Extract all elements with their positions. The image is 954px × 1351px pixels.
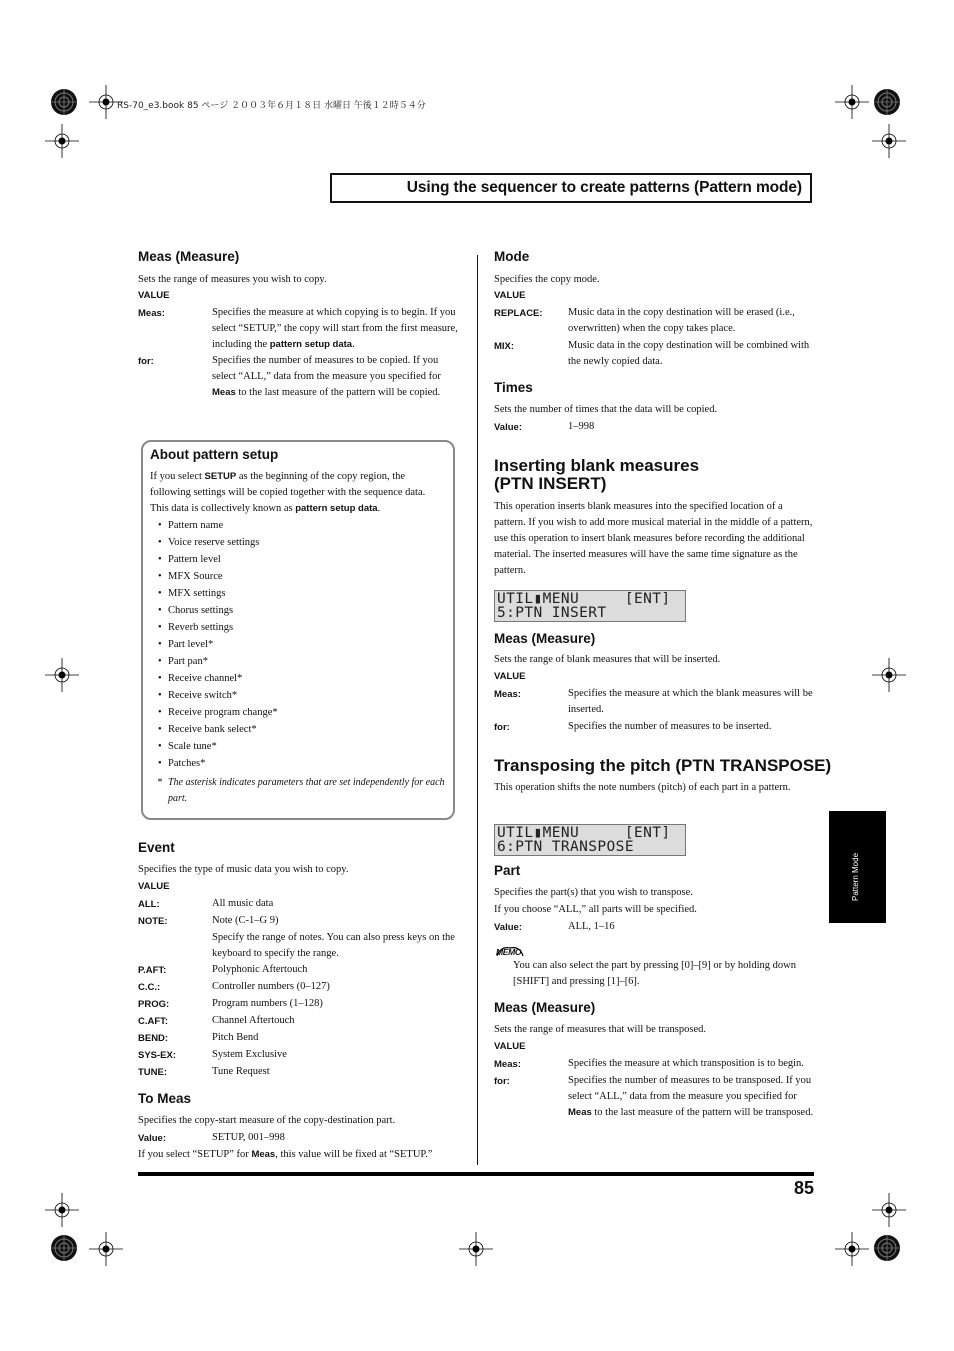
event-definition: All music data [212,898,274,909]
footer-rule [138,1172,814,1176]
column-divider [477,255,478,1165]
event-definition: Note (C-1–G 9) [212,915,279,926]
event-definition: Pitch Bend [212,1032,259,1043]
meas-term: Meas: [138,308,165,319]
value-term: Value: [494,922,522,933]
for-term: for: [138,356,154,367]
event-term: TUNE: [138,1067,168,1078]
registration-mark-icon [835,1232,869,1266]
part-description: Specifies the part(s) that you wish to transpose. [494,887,693,898]
memo-icon: MEMO [496,947,522,957]
list-item: • Receive program change* [158,704,278,721]
page-number: 85 [793,1178,814,1198]
event-definition: System Exclusive [212,1049,287,1060]
side-tab-label: Pattern Mode [851,852,860,901]
registration-mark-icon [45,124,79,158]
insert-meas-description: Sets the range of blank measures that will be inserted. [494,654,721,665]
value-label: VALUE [138,881,170,892]
value-definition: ALL, 1–16 [568,921,615,932]
for-definition: Specifies the number of measures to be inserted. [568,721,772,732]
event-term: C.C.: [138,982,161,993]
meas-term: Meas: [494,689,521,700]
insert-meas-heading: Meas (Measure) [494,631,596,646]
section-header-title: Using the sequencer to create patterns (Pattern mode) [406,179,802,196]
about-pattern-setup-heading: About pattern setup [150,447,279,462]
memo-text: You can also select the part by pressing [0]–[9] or by holding down [SHIFT] and pressing [1]–[6]. [513,960,796,987]
for-definition: Specifies the number of measures to be copied. If you select “ALL,” data from the measure you specified for Meas to the last measure of the pattern will be copied. [212,355,441,398]
replace-definition: Music data in the copy destination will be erased (i.e., overwritten) when the copy takes place. [568,307,795,334]
list-item: • Receive channel* [158,670,278,687]
list-item: • Receive bank select* [158,721,278,738]
registration-mark-icon [89,85,123,119]
list-item: • Chorus settings [158,602,278,619]
event-definition: Channel Aftertouch [212,1015,295,1026]
insert-title: Inserting blank measures (PTN INSERT) [494,456,700,493]
transpose-description: This operation shifts the note numbers (pitch) of each part in a pattern. [494,782,791,793]
part-description: If you choose “ALL,” all parts will be specified. [494,904,697,915]
print-metadata: RS-70_e3.book 85 ページ ２００３年６月１８日 水曜日 午後１２時５４分 [117,101,426,111]
value-label: VALUE [494,671,526,682]
value-definition: 1–998 [568,421,595,432]
transpose-meas-heading: Meas (Measure) [494,1000,596,1015]
lcd-display: UTIL▮MENU [ENT] 6:PTN TRANSPOSE [494,824,686,856]
asterisk-mark: * [157,777,162,788]
value-label: VALUE [138,290,170,301]
mode-heading: Mode [494,249,530,264]
pattern-setup-list [158,517,278,772]
list-item: • Receive switch* [158,687,278,704]
event-definition: Polyphonic Aftertouch [212,964,308,975]
part-heading: Part [494,863,521,878]
event-definition: Tune Request [212,1066,270,1077]
times-description: Sets the number of times that the data will be copied. [494,404,718,415]
value-term: Value: [138,1133,166,1144]
value-term: Value: [494,422,522,433]
transpose-title: Transposing the pitch (PTN TRANSPOSE) [494,756,832,775]
for-term: for: [494,1076,510,1087]
event-heading: Event [138,840,175,855]
list-item: • Part pan* [158,653,278,670]
registration-mark-icon [872,658,906,692]
insert-description: This operation inserts blank measures into the specified location of a pattern. If you wish to add more musical material in the middle of a pattern, use this operation to insert blank measures before recording the additional material. The inserted measures will have the same time signature as the pattern. [494,501,813,576]
meas-term: Meas: [494,1059,521,1070]
times-heading: Times [494,380,533,395]
for-term: for: [494,722,510,733]
meas-description: Sets the range of measures you wish to copy. [138,274,327,285]
event-term: BEND: [138,1033,169,1044]
to-meas-heading: To Meas [138,1091,192,1106]
list-item: • Patches* [158,755,278,772]
side-tab [829,811,886,923]
color-target-icon [50,1234,78,1262]
lcd-display: UTIL▮MENU [ENT] 5:PTN INSERT [494,590,686,622]
meas-definition: Specifies the measure at which the blank measures will be inserted. [568,688,813,715]
registration-mark-icon [459,1232,493,1266]
meas-definition: Specifies the measure at which transposition is to begin. [568,1058,804,1069]
list-item: • Pattern level [158,551,278,568]
registration-mark-icon [45,658,79,692]
value-definition: SETUP, 001–998 [212,1132,285,1143]
registration-mark-icon [872,124,906,158]
color-target-icon [50,88,78,116]
registration-mark-icon [45,1193,79,1227]
event-term: C.AFT: [138,1016,169,1027]
registration-mark-icon [89,1232,123,1266]
list-item: • Part level* [158,636,278,653]
asterisk-note-text: The asterisk indicates parameters that are set independently for each part. [168,777,445,804]
meas-heading: Meas (Measure) [138,249,240,264]
event-term: PROG: [138,999,170,1010]
mode-description: Specifies the copy mode. [494,274,600,285]
list-item: • MFX Source [158,568,278,585]
color-target-icon [873,1234,901,1262]
to-meas-note: If you select “SETUP” for Meas, this value will be fixed at “SETUP.” [138,1149,433,1160]
event-definition-note: Specify the range of notes. You can also press keys on the keyboard to specify the range. [212,932,455,959]
event-description: Specifies the type of music data you wish to copy. [138,864,349,875]
to-meas-description: Specifies the copy-start measure of the copy-destination part. [138,1115,396,1126]
about-pattern-setup-intro: If you select SETUP as the beginning of the copy region, the following settings will be copied together with the sequence data. This data is collectively known as pattern setup data. [150,471,426,514]
replace-term: REPLACE: [494,308,543,319]
asterisk-note [157,775,447,807]
mix-term: MIX: [494,341,515,352]
list-item: • Voice reserve settings [158,534,278,551]
for-definition: Specifies the number of measures to be transposed. If you select “ALL,” data from the measure you specified for Meas to the last measure of the pattern will be transposed. [568,1075,814,1118]
registration-mark-icon [835,85,869,119]
list-item: • Reverb settings [158,619,278,636]
color-target-icon [873,88,901,116]
event-term: SYS-EX: [138,1050,177,1061]
transpose-meas-description: Sets the range of measures that will be transposed. [494,1024,706,1035]
event-definition: Controller numbers (0–127) [212,981,330,992]
section-header [330,173,812,203]
meas-definition: Specifies the measure at which copying is to begin. If you select “SETUP,” the copy will start from the first measure, including the pattern setup data. [212,307,458,350]
mix-definition: Music data in the copy destination will be combined with the newly copied data. [568,340,810,367]
value-label: VALUE [494,290,526,301]
value-label: VALUE [494,1041,526,1052]
event-term: NOTE: [138,916,168,927]
event-definition: Program numbers (1–128) [212,998,323,1009]
list-item: • Pattern name [158,517,278,534]
registration-mark-icon [872,1193,906,1227]
list-item: • MFX settings [158,585,278,602]
event-term: ALL: [138,899,160,910]
event-term: P.AFT: [138,965,167,976]
list-item: • Scale tune* [158,738,278,755]
